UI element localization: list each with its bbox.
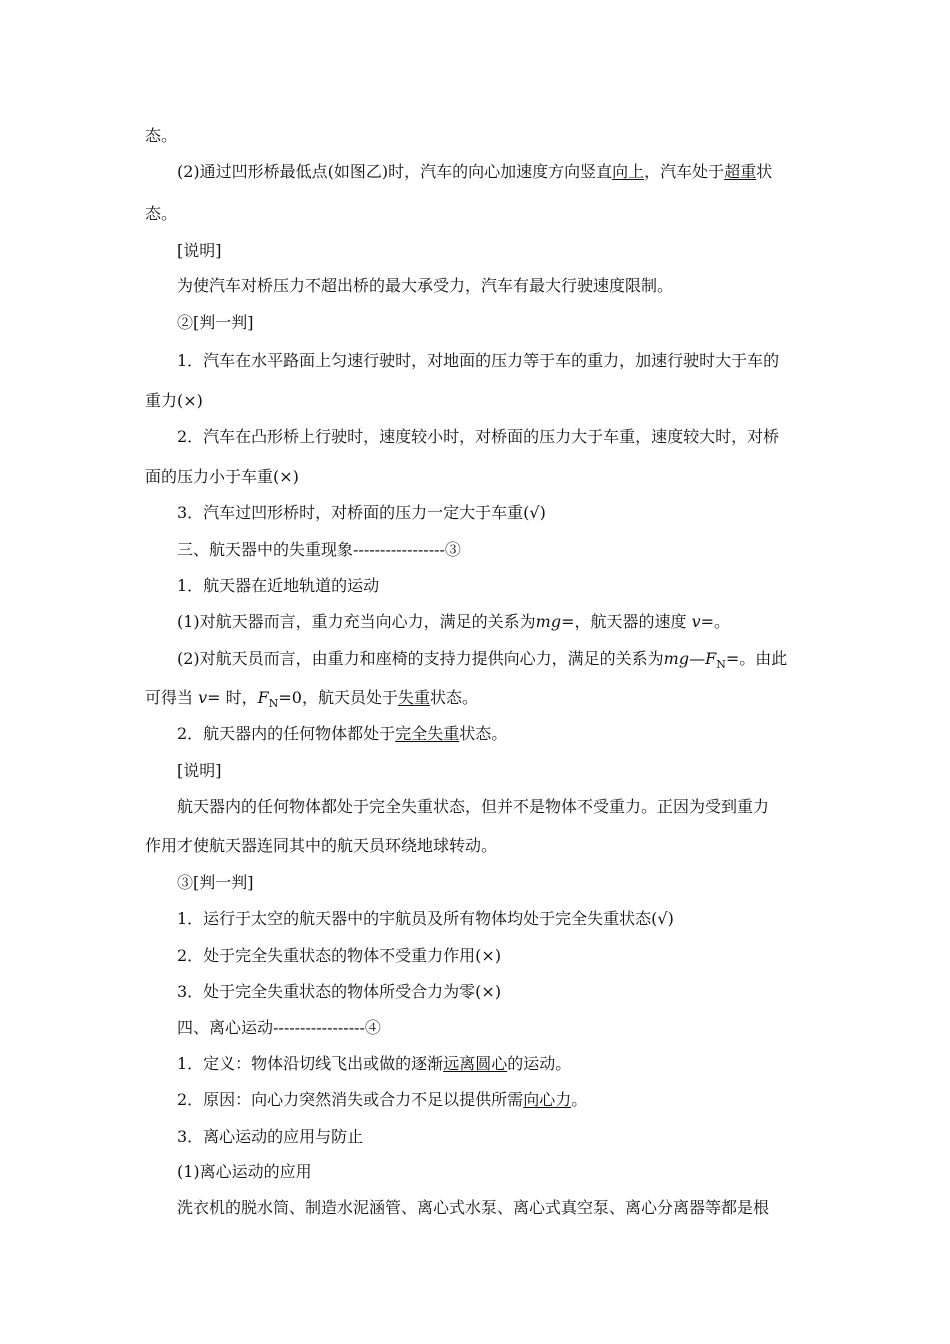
text: = 时， (207, 688, 258, 707)
answer-complete-weightless: 完全失重 (395, 724, 460, 743)
formula-v: v (691, 612, 701, 631)
text: (2)通过凹形桥最低点(如图乙)时，汽车的向心加速度方向竖直 (177, 162, 613, 181)
note-text (177, 797, 769, 817)
text: 1．运行于太空的航天器中的宇航员及所有物体均处于完全失重状态(√) (177, 909, 674, 928)
judge-item-1 (177, 351, 779, 371)
text: 作用才使航天器连同其中的航天员环绕地球转动。 (145, 836, 498, 855)
text: 态。 (145, 204, 178, 223)
judge-item-1-cont (145, 391, 203, 411)
text: =。由此 (725, 649, 788, 668)
judge-item-1 (177, 909, 674, 929)
paragraph-continuation (145, 204, 177, 224)
answer-weightless: 失重 (397, 688, 430, 707)
paragraph-spacecraft (177, 612, 730, 632)
text: (2)对航天员而言，由重力和座椅的支持力提供向心力，满足的关系为 (177, 649, 664, 668)
judge-item-2 (177, 946, 501, 966)
text: 可得当 (145, 688, 199, 707)
text: =。 (700, 612, 731, 631)
formula-sub: N (716, 658, 726, 672)
text: 重力(×) (145, 391, 203, 410)
judge-item-2-cont (145, 467, 299, 487)
formula-mg: mg (535, 612, 562, 631)
judge-label (177, 313, 254, 333)
text: 的运动。 (507, 1054, 572, 1073)
text: 3．离心运动的应用与防止 (177, 1127, 364, 1146)
subsection-2 (177, 724, 507, 744)
cause-item (177, 1090, 587, 1110)
text: (1)对航天器而言，重力充当向心力，满足的关系为 (177, 612, 536, 631)
note-text (177, 276, 673, 296)
answer-overweight: 超重 (724, 162, 757, 181)
text: 1．定义：物体沿切线飞出或做的逐渐 (177, 1054, 444, 1073)
formula-fn: F (257, 688, 269, 707)
text: 状态。 (459, 724, 508, 743)
text: (1)离心运动的应用 (177, 1162, 312, 1181)
text: 2．航天器内的任何物体都处于 (177, 724, 396, 743)
section-heading-4 (177, 1018, 381, 1038)
text: 1．航天器在近地轨道的运动 (177, 576, 380, 595)
note-label (177, 241, 222, 261)
text: 1．汽车在水平路面上匀速行驶时，对地面的压力等于车的重力，加速行驶时大于车的 (177, 351, 780, 370)
text: 四、离心运动-----------------④ (177, 1018, 381, 1037)
answer-up: 向上 (612, 162, 645, 181)
formula-sub: N (268, 697, 279, 711)
text: =0，航天员处于 (278, 688, 398, 707)
text: 2．处于完全失重状态的物体不受重力作用(×) (177, 946, 502, 965)
text: — (689, 649, 706, 668)
text: [说明] (177, 241, 222, 260)
answer-centripetal-force: 向心力 (523, 1090, 572, 1109)
text: 3．汽车过凹形桥时，对桥面的压力一定大于车重(√) (177, 503, 546, 522)
text: 2．原因：向心力突然消失或合力不足以提供所需 (177, 1090, 524, 1109)
text: 2．汽车在凸形桥上行驶时，速度较小时，对桥面的压力大于车重，速度较大时，对桥 (177, 427, 780, 446)
text: 航天器内的任何物体都处于完全失重状态，但并不是物体不受重力。正因为受到重力 (177, 797, 770, 816)
judge-item-3 (177, 503, 546, 523)
text: 3．处于完全失重状态的物体所受合力为零(×) (177, 982, 502, 1001)
text: 三、航天器中的失重现象-----------------③ (177, 540, 461, 559)
text: 状 (756, 162, 773, 181)
judge-item-3 (177, 982, 501, 1002)
note-label (177, 761, 222, 781)
paragraph-concave-bridge (177, 162, 772, 182)
application-subitem (177, 1162, 312, 1182)
section-heading-3 (177, 540, 461, 560)
note-text-cont (145, 836, 497, 856)
text: ②[判一判] (177, 313, 254, 332)
judge-label (177, 873, 254, 893)
text: ，汽车处于 (644, 162, 725, 181)
text: 状态。 (429, 688, 478, 707)
text: 面的压力小于车重(×) (145, 467, 299, 486)
judge-item-2 (177, 427, 779, 447)
paragraph-tail (145, 126, 177, 146)
formula-mg: mg (663, 649, 690, 668)
text: ③[判一判] (177, 873, 254, 892)
paragraph-examples (177, 1198, 769, 1218)
text: 为使汽车对桥压力不超出桥的最大承受力，汽车有最大行驶速度限制。 (177, 276, 674, 295)
text: 。 (571, 1090, 588, 1109)
subsection-1 (177, 576, 379, 596)
paragraph-astronaut-cont (145, 688, 478, 714)
definition-item (177, 1054, 571, 1074)
answer-away-from-center: 远离圆心 (443, 1054, 508, 1073)
text: 态。 (145, 126, 178, 145)
application-item (177, 1127, 363, 1147)
text: =，航天器的速度 (561, 612, 692, 631)
formula-fn: F (705, 649, 717, 668)
paragraph-astronaut (177, 649, 787, 675)
formula-v: v (198, 688, 208, 707)
text: [说明] (177, 761, 222, 780)
text: 洗衣机的脱水筒、制造水泥涵管、离心式水泵、离心式真空泵、离心分离器等都是根 (177, 1198, 770, 1217)
